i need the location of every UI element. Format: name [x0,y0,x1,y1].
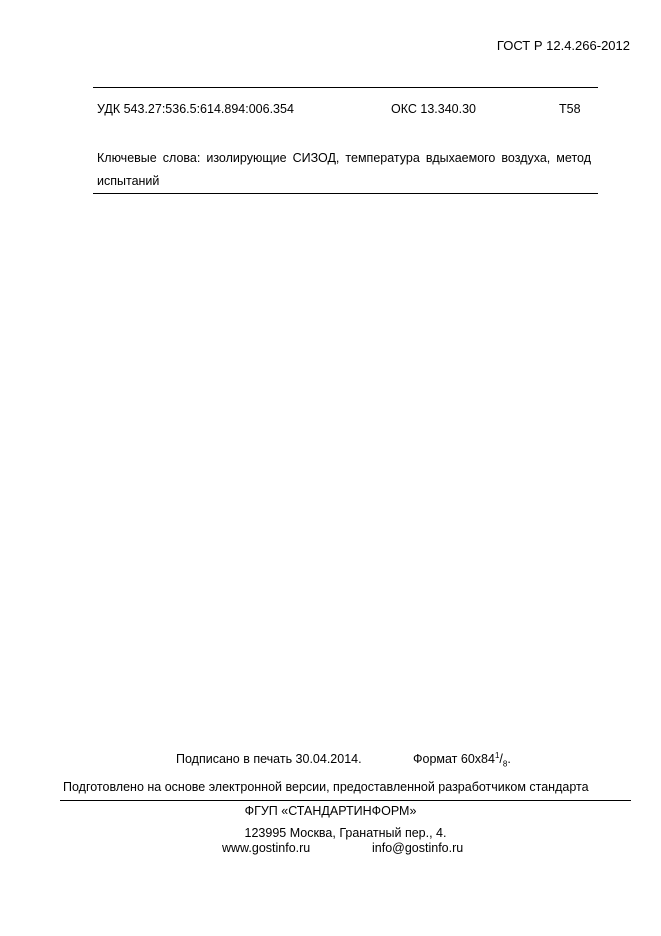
document-code: ГОСТ Р 12.4.266-2012 [496,38,630,53]
top-divider [93,87,598,88]
keywords-text: Ключевые слова: изолирующие СИЗОД, температура вдыхаемого воздуха, метод испытаний [97,151,591,188]
signed-to-print: Подписано в печать 30.04.2014. [176,752,362,766]
keywords-divider [93,193,598,194]
imprint-divider [60,800,631,801]
publisher-name: ФГУП «СТАНДАРТИНФОРМ» [244,804,417,818]
oks-code: ОКС 13.340.30 [391,102,476,116]
format-numerator: 1 [494,750,500,760]
paper-format: Формат $60x84^1/_8$. [413,750,511,769]
website-link[interactable]: www.gostinfo.ru [222,841,311,855]
email-link[interactable]: info@gostinfo.ru [372,841,464,855]
t-code: Т58 [559,102,581,116]
prepared-note: Подготовлено на основе электронной версии, предоставленной разработчиком стандарта [63,780,589,794]
format-denominator: 8 [502,759,508,769]
format-prefix: Формат 60x84 [413,752,495,766]
udk-code: УДК 543.27:536.5:614.894:006.354 [97,102,294,116]
format-suffix: . [507,752,511,766]
publisher-address: 123995 Москва, Гранатный пер., 4. [244,826,447,840]
